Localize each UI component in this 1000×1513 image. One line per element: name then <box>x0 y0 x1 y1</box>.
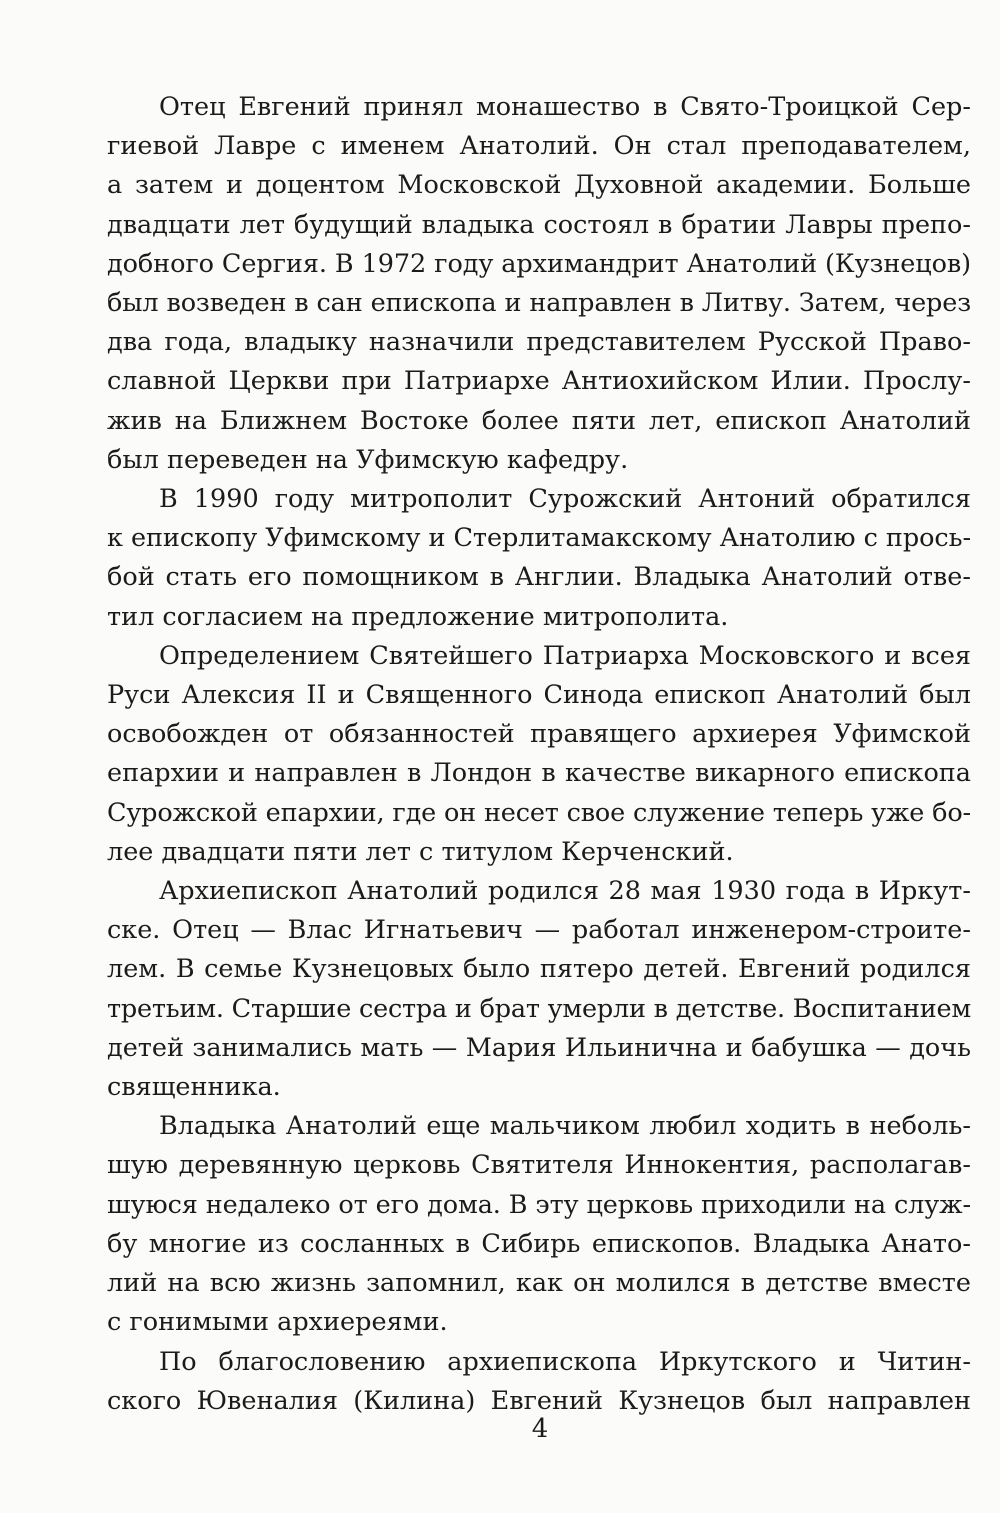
body-text <box>107 88 971 1421</box>
text-line: лий на всю жизнь запомнил, как он молился в детстве вместе <box>107 1268 971 1299</box>
text-line: освобожден от обязанностей правящего архиерея Уфимской <box>107 719 971 750</box>
text-line: По благословению архиепископа Иркутского и Читин- <box>159 1346 971 1377</box>
text-line: славной Церкви при Патриархе Антиохийском Илии. Прослу- <box>107 366 971 397</box>
text-line: Отец Евгений принял монашество в Свято-Троицкой Сер- <box>159 92 971 122</box>
text-line: бой стать его помощником в Англии. Владыка Анатолий отве- <box>107 562 971 593</box>
paragraph <box>107 1107 971 1342</box>
text-line: лее двадцати пяти лет с титулом Керченский. <box>107 836 734 867</box>
text-line: тил согласием на предложение митрополита. <box>107 601 729 632</box>
text-line: епархии и направлен в Лондон в качестве викарного епископа <box>107 758 971 789</box>
paragraph <box>107 1343 971 1421</box>
text-line: шую деревянную церковь Святителя Иннокентия, располагав- <box>107 1150 971 1181</box>
text-line: третьим. Старшие сестра и брат умерли в детстве. Воспитанием <box>107 993 972 1024</box>
text-line: жив на Ближнем Востоке более пяти лет, епископ Анатолий <box>107 405 971 436</box>
text-line: ского Ювеналия (Килина) Евгений Кузнецов был направлен <box>107 1385 971 1416</box>
text-line: Владыка Анатолий еще мальчиком любил ходить в неболь- <box>159 1111 971 1142</box>
text-line: двадцати лет будущий владыка состоял в братии Лавры препо- <box>107 209 971 240</box>
text-line: к епископу Уфимскому и Стерлитамакскому Анатолию с прось- <box>107 523 972 554</box>
text-line: добного Сергия. В 1972 году архимандрит Анатолий (Кузнецов) <box>107 248 971 279</box>
text-line: гиевой Лавре с именем Анатолий. Он стал преподавателем, <box>107 131 971 162</box>
paragraph <box>107 88 971 480</box>
text-line: детей занимались мать — Мария Ильинична и бабушка — дочь <box>107 1032 971 1063</box>
paragraph <box>107 480 971 637</box>
text-line: был переведен на Уфимскую кафедру. <box>107 444 629 475</box>
text-line: Архиепископ Анатолий родился 28 мая 1930 года в Иркут- <box>159 876 971 907</box>
paragraph <box>107 872 971 1107</box>
text-line: Определением Святейшего Патриарха Московского и всея <box>159 640 971 671</box>
text-line: с гонимыми архиереями. <box>107 1307 448 1338</box>
paragraph <box>107 637 971 872</box>
text-line: ске. Отец — Влас Игнатьевич — работал инженером-строите- <box>107 915 971 946</box>
text-line: священника. <box>107 1072 281 1103</box>
text-line: Руси Алексия II и Священного Синода епископ Анатолий был <box>107 680 971 711</box>
text-line: Сурожской епархии, где он несет свое служение теперь уже бо- <box>107 797 971 828</box>
text-line: бу многие из сосланных в Сибирь епископов. Владыка Анато- <box>107 1228 971 1259</box>
text-line: шуюся недалеко от его дома. В эту церковь приходили на служ- <box>107 1189 971 1220</box>
page-number: 4 <box>531 1414 549 1444</box>
text-line: а затем и доцентом Московской Духовной академии. Больше <box>107 170 971 201</box>
text-line: В 1990 году митрополит Сурожский Антоний обратился <box>159 484 971 515</box>
text-line: лем. В семье Кузнецовых было пятеро детей. Евгений родился <box>107 954 971 985</box>
text-line: два года, владыку назначили представителем Русской Право- <box>107 327 971 358</box>
text-line: был возведен в сан епископа и направлен в Литву. Затем, через <box>107 288 972 319</box>
